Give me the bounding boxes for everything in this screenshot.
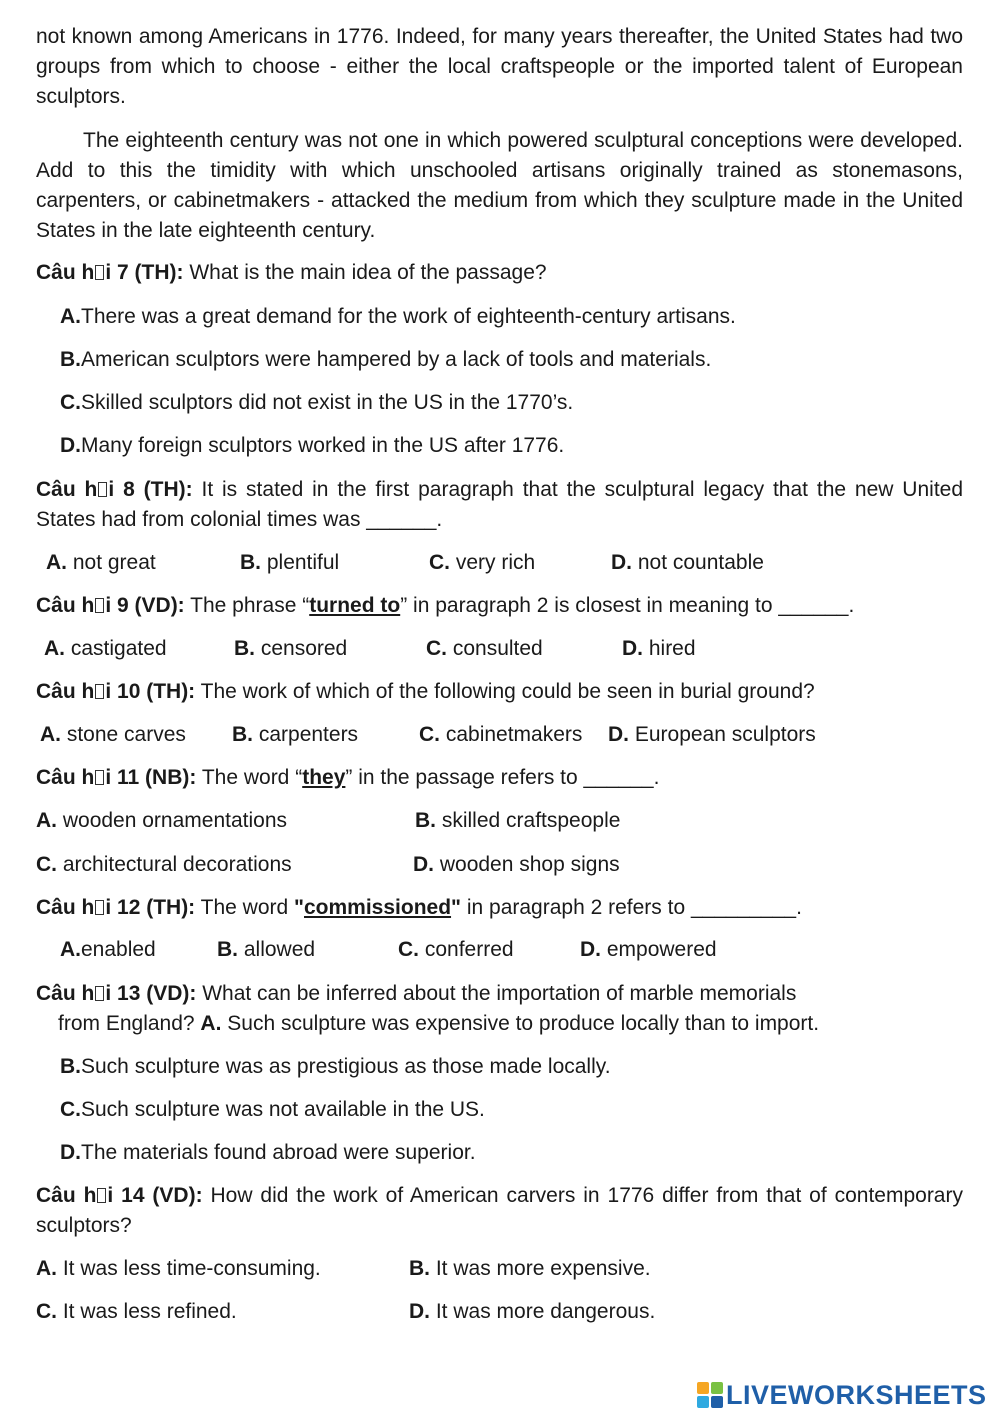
- question-12: Câu h i 12 (TH): The word "commissioned" in paragraph 2 refers to _________.: [36, 896, 802, 919]
- question-7: [36, 258, 963, 288]
- question-13-text: What can be inferred about the importation of marble memorials: [202, 982, 797, 1005]
- question-9-option-d[interactable]: D. hired: [622, 637, 696, 660]
- passage-paragraph-1-tail: not known among Americans in 1776. Indeed, for many years thereafter, the United States had two groups from which to choose - either the local craftspeople or the imported talent of European sculptors.: [36, 25, 963, 108]
- question-10-option-b[interactable]: B. carpenters: [232, 723, 359, 746]
- question-12-option-b[interactable]: B. allowed: [217, 938, 316, 961]
- question-9-option-b[interactable]: B. censored: [234, 637, 348, 660]
- question-11-option-c[interactable]: C. architectural decorations: [36, 853, 292, 876]
- question-12-option-d[interactable]: D. empowered: [580, 938, 717, 961]
- question-7-option-c[interactable]: C.Skilled sculptors did not exist in the US in the 1770’s.: [60, 391, 574, 414]
- question-13-line-2: from England? A. Such sculpture was expensive to produce locally than to import.: [58, 1012, 820, 1035]
- question-12-option-c[interactable]: C. conferred: [398, 938, 514, 961]
- question-13: Câu h i 13 (VD): What can be inferred about the importation of marble memorials: [36, 982, 797, 1005]
- question-7-text: What is the main idea of the passage?: [189, 261, 547, 284]
- question-7-option-d[interactable]: D.Many foreign sculptors worked in the US after 1776.: [60, 434, 565, 457]
- question-9-keyword: turned to: [309, 594, 401, 617]
- question-9-option-c[interactable]: C. consulted: [426, 637, 543, 660]
- missing-glyph-icon: [95, 900, 104, 915]
- missing-glyph-icon: [95, 770, 104, 785]
- missing-glyph-icon: [98, 482, 107, 497]
- question-12-option-a[interactable]: A.enabled: [60, 938, 156, 961]
- question-9-option-a[interactable]: A. castigated: [44, 637, 167, 660]
- question-13-option-c[interactable]: C.Such sculpture was not available in the US.: [60, 1098, 485, 1121]
- question-14-option-a[interactable]: A. It was less time-consuming.: [36, 1257, 321, 1280]
- question-8-option-b[interactable]: B. plentiful: [240, 551, 340, 574]
- missing-glyph-icon: [95, 684, 104, 699]
- question-7-option-b[interactable]: B.American sculptors were hampered by a lack of tools and materials.: [60, 348, 712, 371]
- question-10: Câu h i 10 (TH): The work of which of the following could be seen in burial ground?: [36, 680, 815, 703]
- question-8-option-d[interactable]: D. not countable: [611, 551, 764, 574]
- question-9: Câu h i 9 (VD): The phrase “turned to” in paragraph 2 is closest in meaning to ______.: [36, 594, 855, 617]
- question-7-option-a[interactable]: A.There was a great demand for the work of eighteenth-century artisans.: [60, 305, 736, 328]
- question-13-option-d[interactable]: D.The materials found abroad were superior.: [60, 1141, 476, 1164]
- question-13-option-a[interactable]: A. Such sculpture was expensive to produce locally than to import.: [200, 1012, 820, 1035]
- question-7-label-end: i 7 (TH):: [105, 261, 184, 284]
- question-11-option-b[interactable]: B. skilled craftspeople: [415, 809, 621, 832]
- question-8-option-a[interactable]: A. not great: [46, 551, 156, 574]
- question-14-text: How did the work of American carvers in 1776 differ from that of contemporary sculptors?: [36, 1184, 963, 1237]
- question-10-option-c[interactable]: C. cabinetmakers: [419, 723, 583, 746]
- question-14-option-c[interactable]: C. It was less refined.: [36, 1300, 237, 1323]
- question-14-option-d[interactable]: D. It was more dangerous.: [409, 1300, 656, 1323]
- question-11-option-a[interactable]: A. wooden ornamentations: [36, 809, 287, 832]
- liveworksheets-logo[interactable]: [697, 1378, 987, 1412]
- missing-glyph-icon: [95, 986, 104, 1001]
- question-8: Câu h i 8 (TH): It is stated in the first paragraph that the sculptural legacy that the new United States had from colonial times was ______.: [36, 478, 964, 531]
- missing-glyph-icon: [97, 1188, 106, 1203]
- question-10-option-d[interactable]: D. European sculptors: [608, 723, 816, 746]
- question-7-label: Câu h: [36, 261, 95, 284]
- missing-glyph-icon: [95, 265, 104, 280]
- liveworksheets-logo-text: LIVEWORKSHEETS: [726, 1379, 987, 1410]
- question-11-option-d[interactable]: D. wooden shop signs: [413, 853, 620, 876]
- question-12-keyword: commissioned: [304, 896, 452, 919]
- liveworksheets-logo-icon: [697, 1382, 723, 1408]
- question-11-keyword: they: [302, 766, 346, 789]
- question-10-option-a[interactable]: A. stone carves: [40, 723, 186, 746]
- question-14: Câu h i 14 (VD): How did the work of American carvers in 1776 differ from that of contemporary sculptors?: [36, 1184, 963, 1237]
- missing-glyph-icon: [95, 598, 104, 613]
- question-14-option-b[interactable]: B. It was more expensive.: [409, 1257, 651, 1280]
- question-13-option-b[interactable]: B.Such sculpture was as prestigious as those made locally.: [60, 1055, 611, 1078]
- question-8-text: It is stated in the first paragraph that the sculptural legacy that the new United States had from colonial times was ______.: [36, 478, 964, 531]
- question-8-option-c[interactable]: C. very rich: [429, 551, 536, 574]
- question-11: Câu h i 11 (NB): The word “they” in the passage refers to ______.: [36, 766, 660, 789]
- question-10-text: The work of which of the following could be seen in burial ground?: [200, 680, 815, 703]
- passage-paragraph-2: The eighteenth century was not one in which powered sculptural conceptions were developed. Add to this the timidity with which unschooled artisans originally trained as stonemasons, carpenters, or cabinetmakers - attacked the medium from which they sculpture made in the United States in the late eighteenth century.: [36, 129, 963, 242]
